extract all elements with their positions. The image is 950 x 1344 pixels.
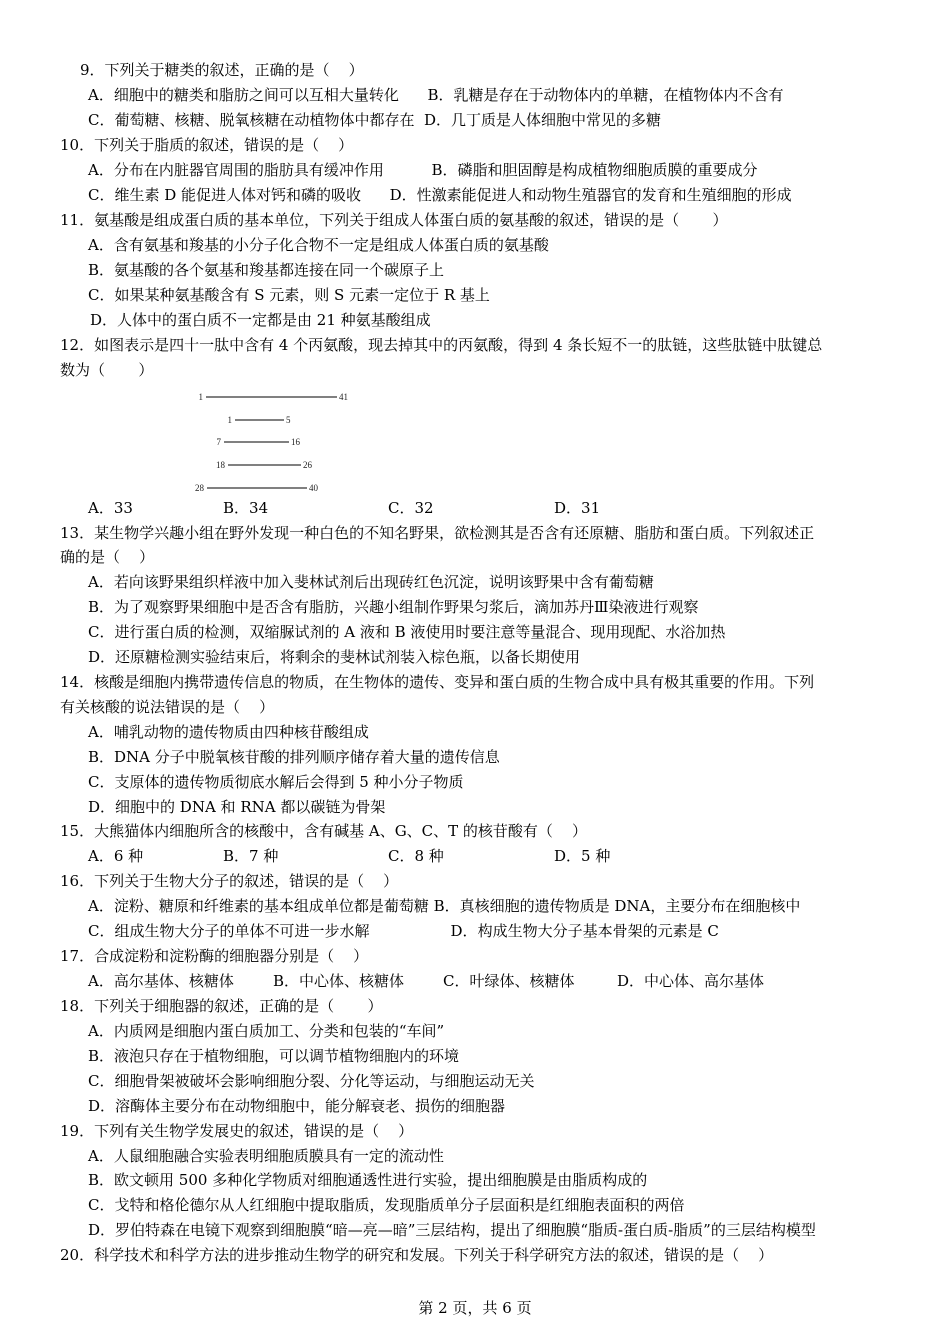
- q17-option-c: C．叶绿体、核糖体: [443, 972, 575, 990]
- chain-start-label: 1: [198, 392, 203, 402]
- q9-options-cd: C．葡萄糖、核糖、脱氧核糖在动植物体中都存在 D．几丁质是人体细胞中常见的多糖: [88, 111, 662, 129]
- q11-option-c: C．如果某种氨基酸含有 S 元素，则 S 元素一定位于 R 基上: [88, 286, 490, 304]
- question-12-cont: 数为（ ）: [60, 361, 154, 379]
- q12-option-b: B．34: [223, 499, 269, 517]
- q12-option-d: D．31: [554, 499, 601, 517]
- q17-option-b: B．中心体、核糖体: [273, 972, 405, 990]
- chain-end-label: 26: [303, 460, 312, 470]
- q15-option-a: A．6 种: [88, 847, 144, 865]
- peptide-chain-1-5: [228, 415, 292, 425]
- q14-option-c: C．支原体的遗传物质彻底水解后会得到 5 种小分子物质: [88, 773, 464, 791]
- q12-option-c: C．32: [388, 499, 434, 517]
- q10-options-cd: C．维生素 D 能促进人体对钙和磷的吸收 D．性激素能促进人和动物生殖器官的发育和生殖细胞的形成: [88, 186, 792, 204]
- q14-option-b: B．DNA 分子中脱氧核苷酸的排列顺序储存着大量的遗传信息: [88, 748, 500, 766]
- q16-options-cd: C．组成生物大分子的单体不可进一步水解 D．构成生物大分子基本骨架的元素是 C: [88, 922, 719, 940]
- page-footer: 第 2 页，共 6 页: [418, 1299, 532, 1317]
- q13-option-c: C．进行蛋白质的检测，双缩脲试剂的 A 液和 B 液使用时要注意等量混合、现用现配、水浴加热: [88, 623, 726, 641]
- q10-options-ab: A．分布在内脏器官周围的脂肪具有缓冲作用 B．磷脂和胆固醇是构成植物细胞质膜的重要成分: [88, 161, 758, 179]
- question-14-cont: 有关核酸的说法错误的是（ ）: [60, 698, 275, 716]
- q11-option-b: B．氨基酸的各个氨基和羧基都连接在同一个碳原子上: [88, 261, 445, 279]
- question-11: 11．氨基酸是组成蛋白质的基本单位，下列关于组成人体蛋白质的氨基酸的叙述，错误的是（ ）: [60, 211, 728, 229]
- q11-option-d: D．人体中的蛋白质不一定都是由 21 种氨基酸组成: [90, 311, 431, 329]
- q15-option-c: C．8 种: [388, 847, 444, 865]
- q18-option-c: C．细胞骨架被破坏会影响细胞分裂、分化等运动，与细胞运动无关: [88, 1072, 535, 1090]
- q18-option-a: A．内质网是细胞内蛋白质加工、分类和包装的“车间”: [88, 1022, 445, 1040]
- peptide-chain-figure: [185, 386, 360, 496]
- question-16: 16．下列关于生物大分子的叙述，错误的是（ ）: [60, 872, 399, 890]
- question-12: 12．如图表示是四十一肽中含有 4 个丙氨酸，现去掉其中的丙氨酸，得到 4 条长短不一的肽链，这些肽链中肽键总: [60, 336, 823, 354]
- q17-option-a: A．高尔基体、核糖体: [88, 972, 234, 990]
- chain-start-label: 1: [227, 415, 232, 425]
- peptide-chain-1-41: [199, 392, 349, 402]
- chain-end-label: 41: [339, 392, 348, 402]
- question-19: 19．下列有关生物学发展史的叙述，错误的是（ ）: [60, 1122, 414, 1140]
- question-9: 9．下列关于糖类的叙述，正确的是（ ）: [80, 61, 364, 79]
- q17-option-d: D．中心体、高尔基体: [617, 972, 765, 990]
- q17-options: [88, 970, 764, 992]
- peptide-chain-28-40: [195, 483, 319, 493]
- question-17: 17．合成淀粉和淀粉酶的细胞器分别是（ ）: [60, 947, 369, 965]
- chain-end-label: 40: [309, 483, 318, 493]
- q12-options: [88, 497, 600, 519]
- question-18: 18．下列关于细胞器的叙述，正确的是（ ）: [60, 997, 383, 1015]
- q15-options: [88, 845, 610, 867]
- question-14: 14．核酸是细胞内携带遗传信息的物质，在生物体的遗传、变异和蛋白质的生物合成中具有极其重要的作用。下列: [60, 673, 815, 691]
- q15-option-d: D．5 种: [554, 847, 611, 865]
- question-13-cont: 确的是（ ）: [60, 548, 155, 566]
- q12-option-a: A．33: [88, 499, 133, 517]
- q14-option-a: A．哺乳动物的遗传物质由四种核苷酸组成: [88, 723, 369, 741]
- q9-options-ab: A．细胞中的糖类和脂肪之间可以互相大量转化 B．乳糖是存在于动物体内的单糖，在植物体内不含有: [88, 86, 784, 104]
- peptide-chain-7-16: [217, 437, 301, 447]
- q16-options-ab: A．淀粉、糖原和纤维素的基本组成单位都是葡萄糖 B．真核细胞的遗传物质是 DNA，主要分布在细胞核中: [88, 897, 801, 915]
- peptide-chain-18-26: [216, 460, 313, 470]
- q15-option-b: B．7 种: [223, 847, 279, 865]
- question-13: 13．某生物学兴趣小组在野外发现一种白色的不知名野果，欲检测其是否含有还原糖、脂肪和蛋白质。下列叙述正: [60, 524, 815, 542]
- q19-option-a: A．人鼠细胞融合实验表明细胞质膜具有一定的流动性: [88, 1147, 444, 1165]
- q13-option-b: B．为了观察野果细胞中是否含有脂肪，兴趣小组制作野果匀浆后，滴加苏丹Ⅲ染液进行观察: [88, 598, 699, 616]
- q19-option-b: B．欧文顿用 500 多种化学物质对细胞通透性进行实验，提出细胞膜是由脂质构成的: [88, 1171, 648, 1189]
- q14-option-d: D．细胞中的 DNA 和 RNA 都以碳链为骨架: [88, 798, 386, 816]
- chain-start-label: 7: [216, 437, 221, 447]
- q18-option-b: B．液泡只存在于植物细胞，可以调节植物细胞内的环境: [88, 1047, 460, 1065]
- question-20: 20．科学技术和科学方法的进步推动生物学的研究和发展。下列关于科学研究方法的叙述，错误的是（ ）: [60, 1246, 774, 1264]
- q13-option-d: D．还原糖检测实验结束后，将剩余的斐林试剂装入棕色瓶，以备长期使用: [88, 648, 581, 666]
- q13-option-a: A．若向该野果组织样液中加入斐林试剂后出现砖红色沉淀，说明该野果中含有葡萄糖: [88, 573, 654, 591]
- question-10: 10．下列关于脂质的叙述，错误的是（ ）: [60, 136, 354, 154]
- q19-option-d: D．罗伯特森在电镜下观察到细胞膜“暗—亮—暗”三层结构，提出了细胞膜“脂质-蛋白质-脂质”的三层结构模型: [88, 1221, 816, 1239]
- q18-option-d: D．溶酶体主要分布在动物细胞中，能分解衰老、损伤的细胞器: [88, 1097, 506, 1115]
- chain-end-label: 5: [286, 415, 291, 425]
- chain-start-label: 18: [216, 460, 225, 470]
- chain-start-label: 28: [195, 483, 204, 493]
- q19-option-c: C．戈特和格伦德尔从人红细胞中提取脂质，发现脂质单分子层面积是红细胞表面积的两倍: [88, 1196, 685, 1214]
- chain-end-label: 16: [291, 437, 300, 447]
- q11-option-a: A．含有氨基和羧基的小分子化合物不一定是组成人体蛋白质的氨基酸: [88, 236, 549, 254]
- question-15: 15．大熊猫体内细胞所含的核酸中，含有碱基 A、G、C、T 的核苷酸有（ ）: [60, 822, 587, 840]
